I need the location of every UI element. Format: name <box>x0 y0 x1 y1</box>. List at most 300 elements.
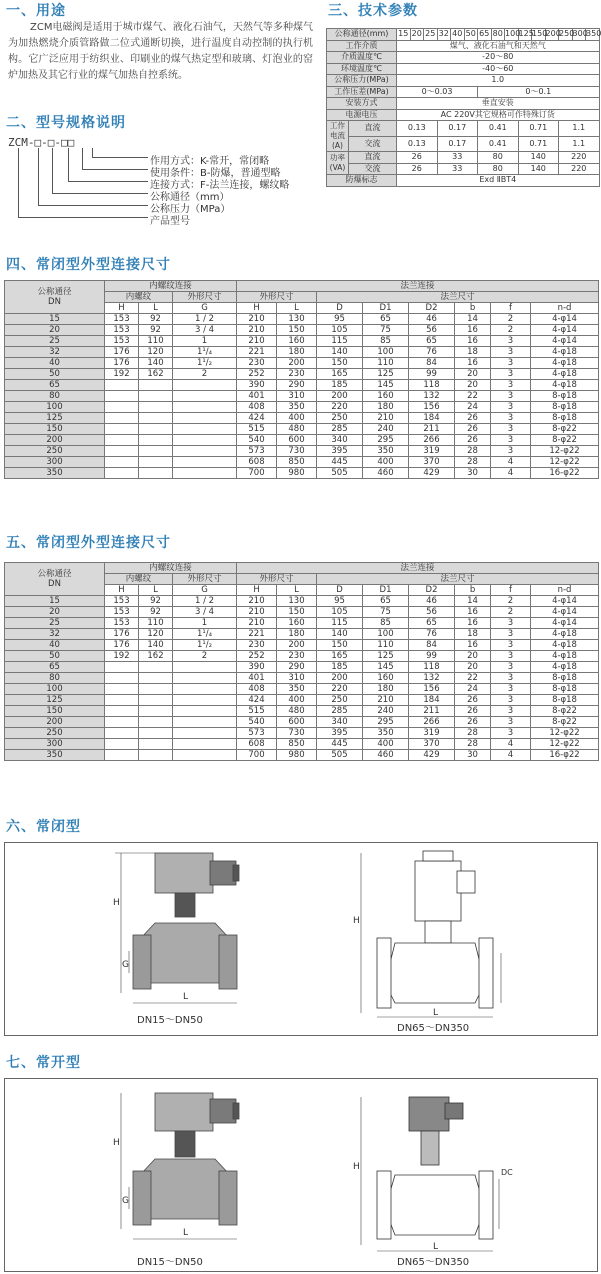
dim-cell: 290 <box>277 380 317 391</box>
dim-cell: 400 <box>363 457 409 468</box>
tech-dn: 15 <box>398 29 409 39</box>
dim-cell: 125 <box>363 369 409 380</box>
dim-cell: 1¹/₄ <box>173 347 237 358</box>
dim-cell: 115 <box>317 336 363 347</box>
dim-cell: 980 <box>277 468 317 479</box>
dim-cell: 350 <box>277 402 317 413</box>
table-row <box>5 424 599 435</box>
dim-cell <box>105 750 139 761</box>
model-item: 连接方式：F-法兰连接，螺纹略 <box>150 180 290 191</box>
dim-cell: 65 <box>409 336 455 347</box>
dim-cell: 252 <box>237 651 277 662</box>
section-title-usage: 一、用途 <box>6 3 66 19</box>
dim-cell <box>105 446 139 457</box>
tech-label: 公称压力(MPa) <box>327 75 397 87</box>
dim-cell: 4-φ14 <box>531 314 599 325</box>
dim-cell: 3 <box>491 391 531 402</box>
tech-dn: 125 <box>518 29 534 39</box>
dim-flange-header: 法兰连接 <box>237 281 599 292</box>
tech-value: 140 <box>518 163 559 175</box>
dim-cell: 8-φ18 <box>531 391 599 402</box>
dim-cell <box>173 435 237 446</box>
dim-cell: 8-φ18 <box>531 402 599 413</box>
table-row <box>5 435 599 446</box>
dim-cell: 3 / 4 <box>173 607 237 618</box>
dim-cell: 16-φ22 <box>531 468 599 479</box>
dim-cell <box>105 402 139 413</box>
dim-cell <box>105 695 139 706</box>
no-large-dim-h: H <box>353 1162 360 1172</box>
dim-cell: 3 <box>491 435 531 446</box>
tech-value: AC 220V其它规格可作特殊订货 <box>397 109 600 121</box>
section-title-no-type: 七、常开型 <box>6 1055 81 1071</box>
dim-cell: 26 <box>455 413 491 424</box>
dim-cell: 600 <box>277 717 317 728</box>
dim-cell: 4-φ14 <box>531 618 599 629</box>
dim-cell: 100 <box>363 629 409 640</box>
dim-col-header: f <box>491 585 531 596</box>
dim-cell: 65 <box>363 596 409 607</box>
dim-cell: 480 <box>277 706 317 717</box>
dim-cell <box>139 684 173 695</box>
section-title-model: 二、型号规格说明 <box>6 115 126 131</box>
tech-value: 0.13 <box>397 136 438 152</box>
dim-cell <box>105 435 139 446</box>
dim-cell: 125 <box>5 413 105 424</box>
dim-cell: 4-φ18 <box>531 629 599 640</box>
dim-cell: 50 <box>5 651 105 662</box>
section-title-tech: 三、技术参数 <box>328 3 418 19</box>
dim-cell: 266 <box>409 717 455 728</box>
dim-cell: 192 <box>105 651 139 662</box>
tech-value: 煤气、液化石油气和天然气 <box>397 40 600 52</box>
table-row <box>5 380 599 391</box>
dim-cell: 221 <box>237 347 277 358</box>
dim-cell: 3 <box>491 358 531 369</box>
dim-col-header: f <box>491 303 531 314</box>
dim-cell: 110 <box>363 640 409 651</box>
dim-cell: 132 <box>409 673 455 684</box>
dim-cell: 4-φ14 <box>531 325 599 336</box>
dim-cell: 118 <box>409 380 455 391</box>
tech-label: 安装方式 <box>327 98 397 110</box>
dim-cell: 50 <box>5 369 105 380</box>
dim-cell: 26 <box>455 424 491 435</box>
dim-cell: 180 <box>363 402 409 413</box>
nc-small-dim-g: G <box>122 960 129 970</box>
dim-cell <box>173 717 237 728</box>
tech-label: 介质温度℃ <box>327 52 397 64</box>
dim-col-header: G <box>173 303 237 314</box>
dim-cell: 445 <box>317 739 363 750</box>
dim-cell: 99 <box>409 651 455 662</box>
dim-col-header: G <box>173 585 237 596</box>
dim-cell: 250 <box>317 413 363 424</box>
dim-cell: 210 <box>237 596 277 607</box>
dim-col-header: H <box>237 303 277 314</box>
dim-cell: 240 <box>363 706 409 717</box>
dim-cell: 211 <box>409 706 455 717</box>
tech-label: 直流 <box>349 121 397 137</box>
dim-cell: 40 <box>5 640 105 651</box>
dim-cell: 350 <box>363 728 409 739</box>
dim-cell: 56 <box>409 325 455 336</box>
dim-cell: 4-φ14 <box>531 336 599 347</box>
dim-cell: 20 <box>5 325 105 336</box>
dim-cell: 350 <box>5 750 105 761</box>
dim-cell: 395 <box>317 446 363 457</box>
table-row <box>5 413 599 424</box>
dim-cell: 310 <box>277 673 317 684</box>
dim-thread-header: 内螺纹连接 <box>105 281 237 292</box>
dim-cell <box>139 662 173 673</box>
dim-cell: 730 <box>277 446 317 457</box>
dim-cell: 2 <box>173 651 237 662</box>
dim-col-header: D1 <box>363 585 409 596</box>
dim-cell: 573 <box>237 728 277 739</box>
dim-cell: 395 <box>317 728 363 739</box>
dim-cell: 200 <box>5 717 105 728</box>
dim-cell: 180 <box>277 629 317 640</box>
dim-cell: 401 <box>237 673 277 684</box>
table-row <box>5 640 599 651</box>
dim-cell: 340 <box>317 717 363 728</box>
dim-cell: 24 <box>455 402 491 413</box>
tech-label: 直流 <box>349 152 397 164</box>
nc-small-dim-l: L <box>183 992 189 1002</box>
dim-cell: 99 <box>409 369 455 380</box>
dim-cell: 230 <box>277 369 317 380</box>
dim-col-header: L <box>139 585 173 596</box>
dim-cell <box>173 413 237 424</box>
dim-cell: 210 <box>237 618 277 629</box>
tech-label: 交流 <box>349 163 397 175</box>
dim-cell: 184 <box>409 695 455 706</box>
table-row <box>5 347 599 358</box>
tech-value: 33 <box>437 152 478 164</box>
tech-value: 0.17 <box>437 121 478 137</box>
tech-value: 0.71 <box>518 121 559 137</box>
dim-cell: 319 <box>409 728 455 739</box>
dim-cell <box>173 457 237 468</box>
dim-cell <box>139 380 173 391</box>
dim-cell: 515 <box>237 706 277 717</box>
dim-cell: 4-φ18 <box>531 662 599 673</box>
dim-cell: 185 <box>317 380 363 391</box>
dim-cell: 153 <box>105 607 139 618</box>
dim-cell <box>105 673 139 684</box>
nc-large-valve-drawing <box>377 851 493 1008</box>
dim-cell: 32 <box>5 347 105 358</box>
dim-cell <box>173 673 237 684</box>
dim-cell: 401 <box>237 391 277 402</box>
dim-cell <box>139 695 173 706</box>
tech-dn: 65 <box>479 29 490 39</box>
dim-cell: 176 <box>105 640 139 651</box>
dim-cell: 3 <box>491 336 531 347</box>
tech-value: 220 <box>559 163 600 175</box>
dim-cell: 4-φ18 <box>531 651 599 662</box>
table-row <box>5 728 599 739</box>
dim-cell <box>139 750 173 761</box>
dim-cell: 3 <box>491 424 531 435</box>
dim-cell <box>173 695 237 706</box>
dim-cell: 100 <box>363 347 409 358</box>
dim-cell: 460 <box>363 750 409 761</box>
dim-cell: 210 <box>237 607 277 618</box>
dim-cell: 295 <box>363 717 409 728</box>
dim-cell: 8-φ22 <box>531 424 599 435</box>
tech-value: -20～80 <box>397 52 600 64</box>
dim-cell: 4-φ18 <box>531 380 599 391</box>
dim-cell: 370 <box>409 739 455 750</box>
dim-cell <box>139 717 173 728</box>
no-drawings <box>5 1079 597 1271</box>
dim-cell: 4-φ18 <box>531 369 599 380</box>
table-row <box>5 651 599 662</box>
dim-cell: 26 <box>455 717 491 728</box>
dim-cell: 505 <box>317 468 363 479</box>
tech-table <box>326 28 600 187</box>
dim-cell <box>173 380 237 391</box>
dim-cell: 3 <box>491 640 531 651</box>
dim-cell: 3 <box>491 369 531 380</box>
usage-paragraph: ZCM电磁阀是适用于城市煤气、液化石油气，天然气等多种煤气为加热燃烧介质管路做二位式通断切换，进行温度自动控制的执行机构。它广泛应用于纺织业、印刷业的煤气热定型和玻璃、灯泡业的窑炉加热及其它行业的煤气加热自控系统。 <box>8 22 313 81</box>
dim-cell: 3 <box>491 662 531 673</box>
section-title-nc-dims-b: 五、常闭型外型连接尺寸 <box>6 535 171 551</box>
dim-cell: 3 <box>491 673 531 684</box>
dim-cell: 12-φ22 <box>531 457 599 468</box>
dim-cell: 150 <box>277 325 317 336</box>
dim-cell: 3 <box>491 695 531 706</box>
dim-cell: 185 <box>317 662 363 673</box>
dim-cell: 285 <box>317 424 363 435</box>
nc-drawings <box>5 843 597 1035</box>
tech-value: 220 <box>559 152 600 164</box>
dim-cell <box>139 424 173 435</box>
dim-cell: 15 <box>5 596 105 607</box>
dim-cell: 153 <box>105 325 139 336</box>
dim-cell: 3 <box>491 402 531 413</box>
dim-cell: 26 <box>455 435 491 446</box>
dim-cell: 153 <box>105 314 139 325</box>
dim-cell: 76 <box>409 629 455 640</box>
dim-col-header: D1 <box>363 303 409 314</box>
tech-value: 0.17 <box>437 136 478 152</box>
dim-cell: 180 <box>277 347 317 358</box>
dim-cell: 95 <box>317 596 363 607</box>
tech-label: 工作电流(A) <box>327 121 349 152</box>
dim-cell: 350 <box>5 468 105 479</box>
dim-cell: 184 <box>409 413 455 424</box>
dim-cell: 12-φ22 <box>531 739 599 750</box>
nc-small-caption: DN15～DN50 <box>137 1015 203 1026</box>
dim-cell: 80 <box>5 673 105 684</box>
dim-cell <box>105 662 139 673</box>
dim-cell: 850 <box>277 739 317 750</box>
dim-cell: 400 <box>277 695 317 706</box>
dim-cell: 3 <box>491 728 531 739</box>
dim-cell: 160 <box>277 336 317 347</box>
dim-cell: 140 <box>317 629 363 640</box>
dim-cell: 28 <box>455 446 491 457</box>
dim-cell: 220 <box>317 684 363 695</box>
dim-cell: 400 <box>277 413 317 424</box>
dim-cell: 65 <box>5 380 105 391</box>
tech-label: 环境温度℃ <box>327 63 397 75</box>
dim-cell <box>105 739 139 750</box>
table-row <box>5 607 599 618</box>
dim-col-header: D2 <box>409 585 455 596</box>
dim-cell: 20 <box>455 380 491 391</box>
dim-col-header: n-d <box>531 585 599 596</box>
table-row <box>5 629 599 640</box>
dim-cell: 8-φ18 <box>531 695 599 706</box>
dim-table-a <box>4 280 598 479</box>
table-row <box>5 739 599 750</box>
dim-cell: 980 <box>277 750 317 761</box>
dim-cell: 4-φ14 <box>531 607 599 618</box>
model-item: 作用方式：K-常开，常闭略 <box>150 156 270 167</box>
dim-cell: 210 <box>363 413 409 424</box>
tech-label: 电源电压 <box>327 109 397 121</box>
tech-dn-label: 公称通径(mm) <box>327 29 397 41</box>
tech-label: 交流 <box>349 136 397 152</box>
dim-cell: 221 <box>237 629 277 640</box>
dim-cell: 150 <box>277 607 317 618</box>
dim-cell: 540 <box>237 717 277 728</box>
table-row <box>5 314 599 325</box>
dim-col-header: H <box>105 585 139 596</box>
dim-cell: 300 <box>5 739 105 750</box>
dim-cell: 210 <box>237 325 277 336</box>
dim-cell: 65 <box>5 662 105 673</box>
dim-cell: 2 <box>173 369 237 380</box>
dim-cell: 16 <box>455 336 491 347</box>
dim-cell <box>139 391 173 402</box>
dim-cell: 92 <box>139 596 173 607</box>
dim-cell: 250 <box>5 728 105 739</box>
no-small-dim-h: H <box>113 1138 120 1148</box>
dim-cell <box>105 717 139 728</box>
dim-cell: 14 <box>455 314 491 325</box>
dim-cell <box>173 468 237 479</box>
table-row <box>5 706 599 717</box>
tech-value: 80 <box>478 163 519 175</box>
dim-cell: 16 <box>455 640 491 651</box>
dim-cell: 8-φ22 <box>531 717 599 728</box>
dim-cell: 30 <box>455 750 491 761</box>
tech-value: 0.71 <box>518 136 559 152</box>
dim-cell: 16-φ22 <box>531 750 599 761</box>
dim-cell: 120 <box>139 629 173 640</box>
table-row <box>5 468 599 479</box>
dim-cell: 140 <box>317 347 363 358</box>
nc-large-caption: DN65～DN350 <box>397 1023 470 1034</box>
dim-cell: 266 <box>409 435 455 446</box>
dim-cell: 390 <box>237 662 277 673</box>
dim-dn-header: 公称通径 DN <box>5 563 105 596</box>
dim-cell: 445 <box>317 457 363 468</box>
dim-flange-header: 法兰连接 <box>237 563 599 574</box>
tech-dn: 100 <box>505 29 521 39</box>
dim-cell: 46 <box>409 314 455 325</box>
dim-table-b <box>4 562 598 761</box>
dim-cell <box>173 706 237 717</box>
dim-cell: 16 <box>455 358 491 369</box>
table-row <box>5 662 599 673</box>
dim-cell: 460 <box>363 468 409 479</box>
no-small-valve-drawing <box>133 1093 239 1225</box>
no-large-valve-drawing <box>377 1097 493 1239</box>
dim-cell: 730 <box>277 728 317 739</box>
dim-cell: 1¹/₄ <box>173 629 237 640</box>
dim-cell <box>139 728 173 739</box>
dim-cell: 210 <box>237 314 277 325</box>
dim-cell: 165 <box>317 369 363 380</box>
dim-cell: 200 <box>277 358 317 369</box>
tech-label: 工作压差(MPa) <box>327 86 397 98</box>
dim-cell: 8-φ18 <box>531 413 599 424</box>
dim-cell: 26 <box>455 706 491 717</box>
dim-cell <box>173 684 237 695</box>
dim-cell: 176 <box>105 358 139 369</box>
dim-col-header: L <box>139 303 173 314</box>
dim-cell: 850 <box>277 457 317 468</box>
dim-cell: 210 <box>237 336 277 347</box>
dim-cell: 100 <box>5 402 105 413</box>
dim-cell: 700 <box>237 468 277 479</box>
dim-cell: 400 <box>363 739 409 750</box>
model-item: 公称通径（mm） <box>150 192 230 203</box>
dim-cell: 600 <box>277 435 317 446</box>
dim-cell: 162 <box>139 369 173 380</box>
dim-cell: 200 <box>317 673 363 684</box>
dim-cell: 3 <box>491 717 531 728</box>
dim-cell: 2 <box>491 596 531 607</box>
dim-cell: 110 <box>139 618 173 629</box>
tech-value: 140 <box>518 152 559 164</box>
dim-cell <box>173 728 237 739</box>
dim-cell: 130 <box>277 314 317 325</box>
dim-cell: 319 <box>409 446 455 457</box>
dim-cell: 350 <box>277 684 317 695</box>
dim-cell: 150 <box>5 706 105 717</box>
dim-cell: 28 <box>455 739 491 750</box>
dim-cell: 20 <box>5 607 105 618</box>
dim-cell: 3 <box>491 651 531 662</box>
dim-cell <box>105 424 139 435</box>
dim-cell: 32 <box>5 629 105 640</box>
dim-cell <box>105 728 139 739</box>
table-row <box>5 391 599 402</box>
tech-value: 0.13 <box>397 121 438 137</box>
tech-value: Exd ⅡBT4 <box>397 175 600 187</box>
dim-cell: 92 <box>139 325 173 336</box>
tech-dn: 50 <box>465 29 476 39</box>
no-small-caption: DN15～DN50 <box>137 1257 203 1268</box>
tech-value: -40～60 <box>397 63 600 75</box>
dim-cell: 300 <box>5 457 105 468</box>
dim-cell: 30 <box>455 468 491 479</box>
no-small-dim-g: G <box>122 1196 129 1206</box>
table-row <box>5 446 599 457</box>
dim-cell <box>173 739 237 750</box>
dim-cell: 26 <box>455 695 491 706</box>
dim-col-header: L <box>277 585 317 596</box>
dim-cell: 162 <box>139 651 173 662</box>
dim-dn-header: 公称通径 DN <box>5 281 105 314</box>
